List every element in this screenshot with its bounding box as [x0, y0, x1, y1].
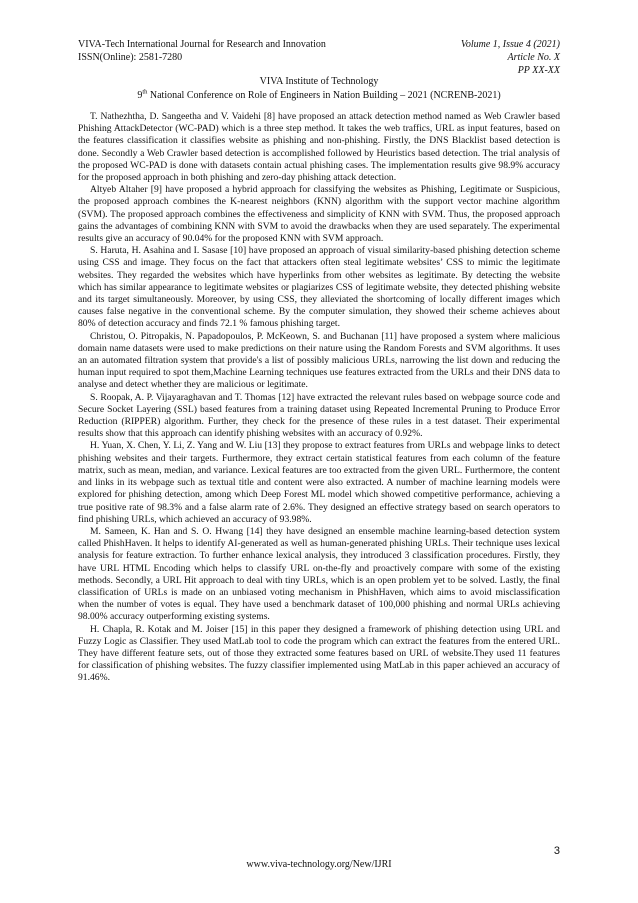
page-range: PP XX-XX	[517, 65, 560, 76]
paragraph: H. Yuan, X. Chen, Y. Li, Z. Yang and W. Liu [13] they propose to extract features from URLs and webpage links to detect phishing websites and their targets. Furthermore, they extract certain statistical features from each column of the feature matrix, such as mean, median, and variance. Lexical features are too extracted from the given URL. Furthermore, the content and links in its webpage such as textual title and content were also extracted. A number of machine learning models were explored for phishing detection, among which Deep Forest ML model which showed competitive performance, achieving a true positive rate of 98.3% and a false alarm rate of 2.6%. They designed an effective strategy based on search operators to find phishing URLs, which achieved an accuracy of 93.98%.	[78, 440, 560, 525]
paragraph: S. Roopak, A. P. Vijayaraghavan and T. Thomas [12] have extracted the relevant rules based on webpage source code and Secure Socket Layering (SSL) based features from a training dataset using Repeated Incremental Pruning to Produce Error Reduction (RIPPER) algorithm. Further, they check for the presence of these rules in a test dataset. Their experimental results show that this approach can identify phishing websites with an accuracy of 0.92%.	[78, 391, 560, 440]
footer-url: www.viva-technology.org/New/IJRI	[246, 859, 392, 870]
article-number: Article No. X	[507, 52, 560, 63]
paragraph: Altyeb Altaher [9] have proposed a hybrid approach for classifying the websites as Phishing, Legitimate or Suspicious, the proposed approach combines the K-nearest neighbors (KNN) algorithm with the support vector machine algorithm (SVM). The proposed approach combines the effectiveness and simplicity of KNN with SVM. Thus, the proposed approach gains the advantages of combining KNN with SVM to avoid the drawbacks when they are used separately. The experimental results give an accuracy of 90.04% for the proposed KNN with SVM approach.	[78, 184, 560, 245]
body-text	[78, 111, 560, 685]
conference-title: National Conference on Role of Engineers in Nation Building – 2021 (NCRENB-2021)	[147, 90, 501, 101]
conference-number: 9	[137, 90, 143, 101]
header-left	[78, 38, 326, 64]
paragraph: Christou, O. Pitropakis, N. Papadopoulos, P. McKeown, S. and Buchanan [11] have proposed a system where malicious domain name datasets were used to make predictions on their nature using the Random Forests and SVM algorithms. It uses an an automated filtration system that provide's a list of possibly malicious URLs, narrowing the list down and reducing the human input required to spot them,Machine Learning techniques use features extracted from the URLs and their DNS data to analyse and detect whether they are malicious or legitimate.	[78, 330, 560, 391]
page-number: 3	[553, 845, 560, 857]
conference-ordinal: th	[142, 88, 148, 96]
paragraph: T. Nathezhtha, D. Sangeetha and V. Vaidehi [8] have proposed an attack detection method named as Web Crawler based Phishing AttackDetector (WC-PAD) which is a three step method. It takes the web traffics, URL as input features, based on the features classification it classifies website as phishing and non-phishing. Firstly, the DNS Blacklist based detection is done. Secondly a Web Crawler based detection is accomplished followed by Heuristics based detection. The trial analysis of the proposed WC-PAD is done with datasets contain actual phishing cases. The implementation results give 98.9% accuracy for the proposed approach in both phishing and zero-day phishing attack detection.	[78, 111, 560, 184]
journal-title: VIVA-Tech International Journal for Research and Innovation	[78, 39, 326, 50]
paragraph: S. Haruta, H. Asahina and I. Sasase [10] have proposed an approach of visual similarity-based phishing detection scheme using CSS and image. They focus on the fact that attackers often steal legitimate websites’ CSS to mimic the legitimate websites. They regarded the websites which have hyperlinks from other websites as legitimate. By detecting the website which has similar appearance to legitimate websites or plagiarizes CSS of legitimate website, they detected phishing website and its target simultaneously. Moreover, by using CSS, they alleviated the shortcoming of locally different images which causes false negative in the conventional scheme. By the computer simulation, they showed their scheme achieves about 80% of detection accuracy and finds 72.1 % famous phishing target.	[78, 245, 560, 330]
header-right	[461, 38, 560, 77]
paragraph: H. Chapla, R. Kotak and M. Joiser [15] in this paper they designed a framework of phishing detection using URL and Fuzzy Logic as Classifier. They used MatLab tool to code the program which can extract the features from the entered URL. They have different feature sets, out of those they extracted some features based on URL of website.They used 11 features for classification of phishing websites. The fuzzy classifier implemented using MatLab in this paper achieved an accuracy of 91.46%.	[78, 623, 560, 684]
conference-name	[0, 89, 638, 102]
paragraph: M. Sameen, K. Han and S. O. Hwang [14] they have designed an ensemble machine learning-based detection system called PhishHaven. It helps to identify AI-generated as well as human-generated phishing URLs. Their technique uses lexical analysis for feature extraction. To further enhance lexical analysis, they introduced 3 classification procedures. Firstly, they have URL HTML Encoding which helps to classify URL on-the-fly and proactively compare with some of the existing methods. Secondly, a URL Hit approach to deal with tiny URLs, which is an open problem yet to be solved. Lastly, the final classification of URLs is made on an unbiased voting mechanism in PhishHaven, which aims to avoid misclassification when the number of votes is equal. They have used a benchmark dataset of 100,000 phishing and normal URLs achieving 98.00% accuracy outperforming existing systems.	[78, 525, 560, 623]
institute-name: VIVA Institute of Technology	[259, 76, 379, 87]
issn: ISSN(Online): 2581-7280	[78, 52, 183, 63]
volume-issue: Volume 1, Issue 4 (2021)	[460, 39, 560, 50]
